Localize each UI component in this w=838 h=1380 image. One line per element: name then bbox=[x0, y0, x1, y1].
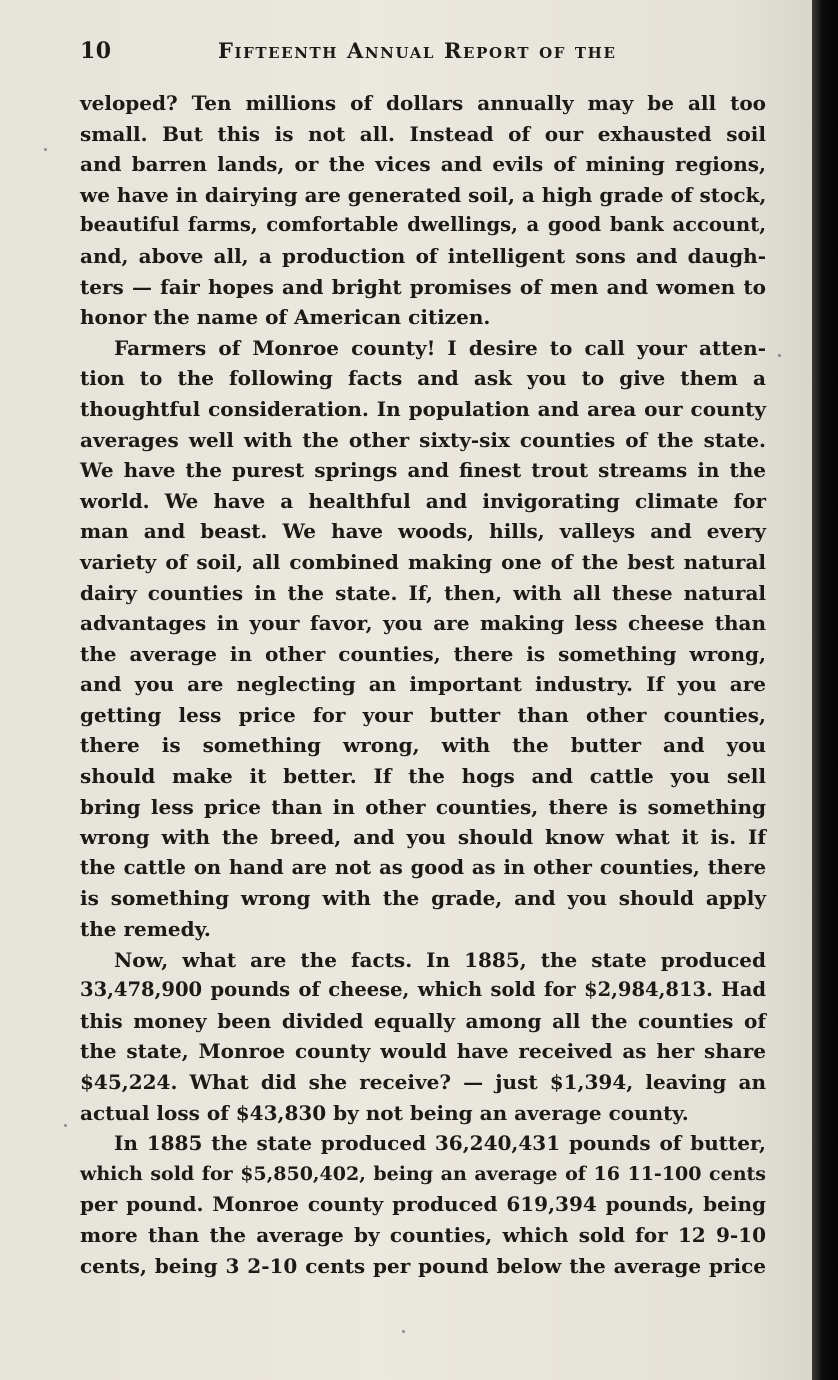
text-line: we have in dairying are generated soil, a high grade of stock, bbox=[80, 182, 767, 207]
text-line: wrong with the breed, and you should know what it is. If bbox=[80, 825, 766, 850]
text-line: beautiful farms, comfortable dwellings, a good bank account, bbox=[80, 213, 766, 237]
text-line: ters — fair hopes and bright promises of men and women to bbox=[80, 274, 766, 299]
text-line: and you are neglecting an important industry. If you are bbox=[80, 672, 766, 697]
text-line: more than the average by counties, which sold for 12 9-10 bbox=[80, 1222, 766, 1247]
text-line: cents, being 3 2-10 cents per pound below the average price bbox=[80, 1253, 766, 1278]
text-line: is something wrong with the grade, and you should apply bbox=[80, 886, 766, 911]
body-text bbox=[80, 88, 766, 1281]
print-speck bbox=[44, 148, 47, 151]
text-line: getting less price for your butter than other counties, bbox=[80, 702, 766, 727]
text-line: honor the name of American citizen. bbox=[80, 305, 491, 330]
text-line: and barren lands, or the vices and evils of mining regions, bbox=[80, 152, 766, 177]
text-line: veloped? Ten millions of dollars annually may be all too bbox=[80, 91, 766, 115]
text-line: per pound. Monroe county produced 619,394 pounds, being bbox=[80, 1192, 766, 1217]
text-line: actual loss of $43,830 by not being an average county. bbox=[80, 1100, 689, 1125]
text-line: bring less price than in other counties, there is something bbox=[80, 794, 766, 819]
text-line: In 1885 the state produced 36,240,431 pounds of butter, bbox=[114, 1131, 766, 1156]
text-line: dairy counties in the state. If, then, with all these natural bbox=[80, 580, 766, 605]
page-binding-edge bbox=[812, 0, 838, 1380]
text-line: man and beast. We have woods, hills, valleys and every bbox=[80, 519, 766, 544]
text-line: should make it better. If the hogs and cattle you sell bbox=[80, 764, 766, 789]
text-line: the average in other counties, there is something wrong, bbox=[80, 641, 766, 666]
text-line: world. We have a healthful and invigorating climate for bbox=[80, 488, 766, 513]
page-header bbox=[80, 38, 780, 72]
text-line: thoughtful consideration. In population and area our county bbox=[80, 396, 766, 421]
running-head: Fifteenth Annual Report of the bbox=[218, 38, 617, 63]
text-line: there is something wrong, with the butter and you bbox=[80, 733, 766, 758]
text-line: tion to the following facts and ask you to give them a bbox=[80, 366, 766, 391]
text-line: $45,224. What did she receive? — just $1,394, leaving an bbox=[80, 1070, 766, 1094]
text-line: the remedy. bbox=[80, 917, 211, 942]
print-speck bbox=[64, 1124, 67, 1127]
text-line: We have the purest springs and finest trout streams in the bbox=[80, 458, 766, 483]
text-line: small. But this is not all. Instead of our exhausted soil bbox=[80, 121, 766, 146]
text-line: Farmers of Monroe county! I desire to call your atten- bbox=[114, 335, 766, 360]
text-line: averages well with the other sixty-six counties of the state. bbox=[80, 427, 766, 452]
page-number: 10 bbox=[80, 38, 112, 64]
text-line: which sold for $5,850,402, being an average of 16 11-100 cents bbox=[80, 1162, 766, 1185]
text-line: the state, Monroe county would have received as her share bbox=[80, 1039, 766, 1064]
text-line: 33,478,900 pounds of cheese, which sold for $2,984,813. Had bbox=[80, 978, 766, 1002]
text-line: Now, what are the facts. In 1885, the state produced bbox=[114, 947, 766, 972]
text-line: variety of soil, all combined making one of the best natural bbox=[80, 549, 766, 574]
print-speck bbox=[778, 354, 781, 357]
text-line: this money been divided equally among all the counties of bbox=[80, 1008, 766, 1033]
text-line: and, above all, a production of intelligent sons and daugh- bbox=[80, 243, 766, 268]
text-line: the cattle on hand are not as good as in other counties, there bbox=[80, 855, 766, 879]
text-line: advantages in your favor, you are making less cheese than bbox=[80, 611, 766, 636]
print-speck bbox=[402, 1330, 405, 1333]
